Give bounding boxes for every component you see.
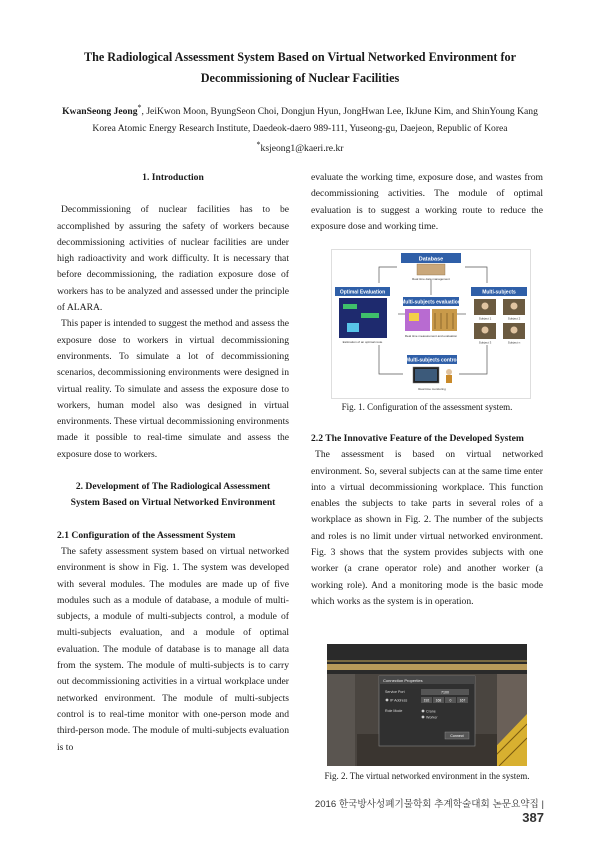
ip-octet: 168 — [435, 698, 442, 703]
first-author: KwanSeong Jeong — [62, 106, 138, 118]
route-map-image — [361, 313, 379, 318]
route-map-image — [347, 323, 359, 332]
optimal-label: Optimal Evaluation — [339, 289, 386, 296]
role-mode-label: Role Mode — [385, 709, 403, 713]
email-line — [30, 137, 570, 158]
msc-label: Multi-subjects control — [406, 357, 458, 364]
operator-icon — [446, 369, 452, 375]
section-2-heading — [57, 479, 289, 512]
virtual-environment-scene — [327, 644, 527, 766]
optimal-sub: Estimation of an optimal route — [342, 340, 383, 344]
section-2-1-paragraph-right: evaluate the working time, exposure dose, and wastes from decommissioning activities. The module of optimal evaluation is to suggest a working route to reduce the exposure dose and working time. — [311, 172, 543, 232]
subject-label: Subject 3 — [478, 340, 492, 345]
mse-label: Multi-subjects evaluation — [401, 299, 461, 306]
section-2-1-heading: 2.1 Configuration of the Assessment System — [57, 529, 236, 541]
route-map-image — [343, 304, 357, 309]
crane-radio[interactable] — [422, 710, 425, 713]
service-port-value: 7100 — [441, 690, 449, 695]
worker-radio[interactable] — [422, 716, 425, 719]
spacer — [57, 186, 289, 202]
section-2-2-paragraph: The assessment is based on virtual networked environment. So, several subjects can at the same time enter into a virtual decommissioning workplace. This function enables the subjects to take parts in several roles of a workplace as shown in Fig. 2. The number of the subjects and roles is no limit under virtual networked environment. Fig. 3 shows that the system provides subjects with one worker (a crane operator role) and another worker (a working role). And a monitoring mode is the basic mode which works as the system is in operation. — [311, 449, 543, 607]
section-2-2-heading: 2.2 The Innovative Feature of the Developed System — [311, 433, 524, 444]
ip-octet: 0 — [449, 698, 452, 703]
database-label: Database — [418, 256, 444, 263]
spacer — [57, 463, 289, 479]
intro-paragraph-2: This paper is intended to suggest the method and assess the exposure dose to workers in virtual decommissioning environments. To simulate a lot of decommissioning scenarios, decommissioning environments were designed in virtual reality. To simulate and assess the exposure dose to workers, human model also was designed in virtual environments. These virtual decommissioning environments made it possible to real-time simulate and assess the exposure dose to workers. — [57, 318, 289, 460]
figure-1-diagram — [331, 249, 531, 399]
dialog-title: Connection Properties — [383, 678, 423, 683]
page-number: 387 — [522, 810, 544, 825]
author-list — [30, 100, 570, 121]
subject-label: Subject 2 — [507, 316, 521, 321]
ip-checkbox[interactable] — [386, 699, 389, 702]
optimal-evaluation-module — [335, 287, 390, 344]
crane-label: Crane — [426, 709, 436, 714]
paper-title — [40, 47, 560, 89]
page-footer — [312, 796, 544, 825]
title-line-2: Decommissioning of Nuclear Facilities — [200, 71, 400, 85]
section-2-2 — [311, 431, 543, 610]
worker-label: Worker — [426, 715, 438, 720]
section-2-heading-line-1: 2. Development of The Radiological Assessment — [75, 481, 271, 493]
right-column — [311, 170, 543, 235]
affiliation: Korea Atomic Energy Research Institute, Daedeok-daero 989-111, Yuseong-gu, Daejeon, Republic of Korea — [92, 122, 508, 134]
connect-button-label: Connect — [450, 733, 464, 738]
subject-label: Subject n — [507, 340, 521, 345]
figure-2-screenshot — [327, 644, 527, 766]
corresponding-mark: * — [137, 103, 142, 112]
title-line-1: The Radiological Assessment System Based on Virtual Networked Environment for — [83, 50, 517, 64]
subject-label: Subject 1 — [478, 316, 492, 321]
database-sub: Real time data management — [412, 277, 450, 281]
spacer — [57, 512, 289, 528]
ip-label: IP Address — [390, 698, 408, 703]
intro-paragraph-1: Decommissioning of nuclear facilities has to be accomplished by assuring the safety of workers because decommissioning activities of nuclear facilities are under high radioactivity and work difficulty. It is necessary that before decommissioning, the radiation exposure dose of workers has to be analyzed and assessed under the principle of ALARA. — [57, 204, 289, 314]
other-authors: , JeiKwon Moon, ByungSeon Choi, Dongjun Hyun, JongHwan Lee, IkJune Kim, and ShinYoung Kang — [141, 106, 538, 118]
footer-separator: | — [541, 799, 544, 810]
email-mark: * — [256, 140, 261, 150]
section-2-heading-line-2: System Based on Virtual Networked Environment — [70, 497, 276, 509]
operator-icon — [446, 375, 452, 383]
proceedings-name: 2016 한국방사성폐기물학회 추계학술대회 논문요약집 — [314, 799, 539, 810]
ms-label: Multi-subjects — [482, 289, 516, 296]
figure-2-caption: Fig. 2. The virtual networked environment in the system. — [324, 771, 530, 781]
section-1-heading: 1. Introduction — [142, 172, 204, 183]
connection-dialog — [379, 676, 475, 746]
author-block — [30, 100, 570, 158]
ip-octet: 192 — [423, 698, 430, 703]
figure-1-caption: Fig. 1. Configuration of the assessment system. — [341, 402, 513, 412]
mse-sub: Real time measurement and evaluation — [404, 334, 458, 338]
msc-sub: Real time monitoring — [418, 387, 446, 391]
email: ksjeong1@kaeri.re.kr — [260, 143, 344, 155]
ip-octet: 167 — [459, 698, 466, 703]
left-column — [57, 170, 289, 756]
service-port-label[interactable]: Service Port — [385, 690, 405, 694]
dose-map-image — [409, 313, 419, 321]
building-icon — [417, 264, 445, 275]
section-2-1-paragraph-left: The safety assessment system based on virtual networked environment is show in Fig. 1. The system was developed with several modules. The modules are made up of five modules such as a module of database, a module of multi-subjects, a module of multi-subjects control, a module of multi-subjects evaluation, and a module of optimal evaluation. The module of database is to manage all data from the system. The module of multi-subjects is to carry out decommissioning activities in a virtual workplace under networked environment. The module of multi-subjects control is to real-time monitor with one-person mode and third-person mode. The module of multi-subjects evaluation is to — [57, 545, 289, 753]
